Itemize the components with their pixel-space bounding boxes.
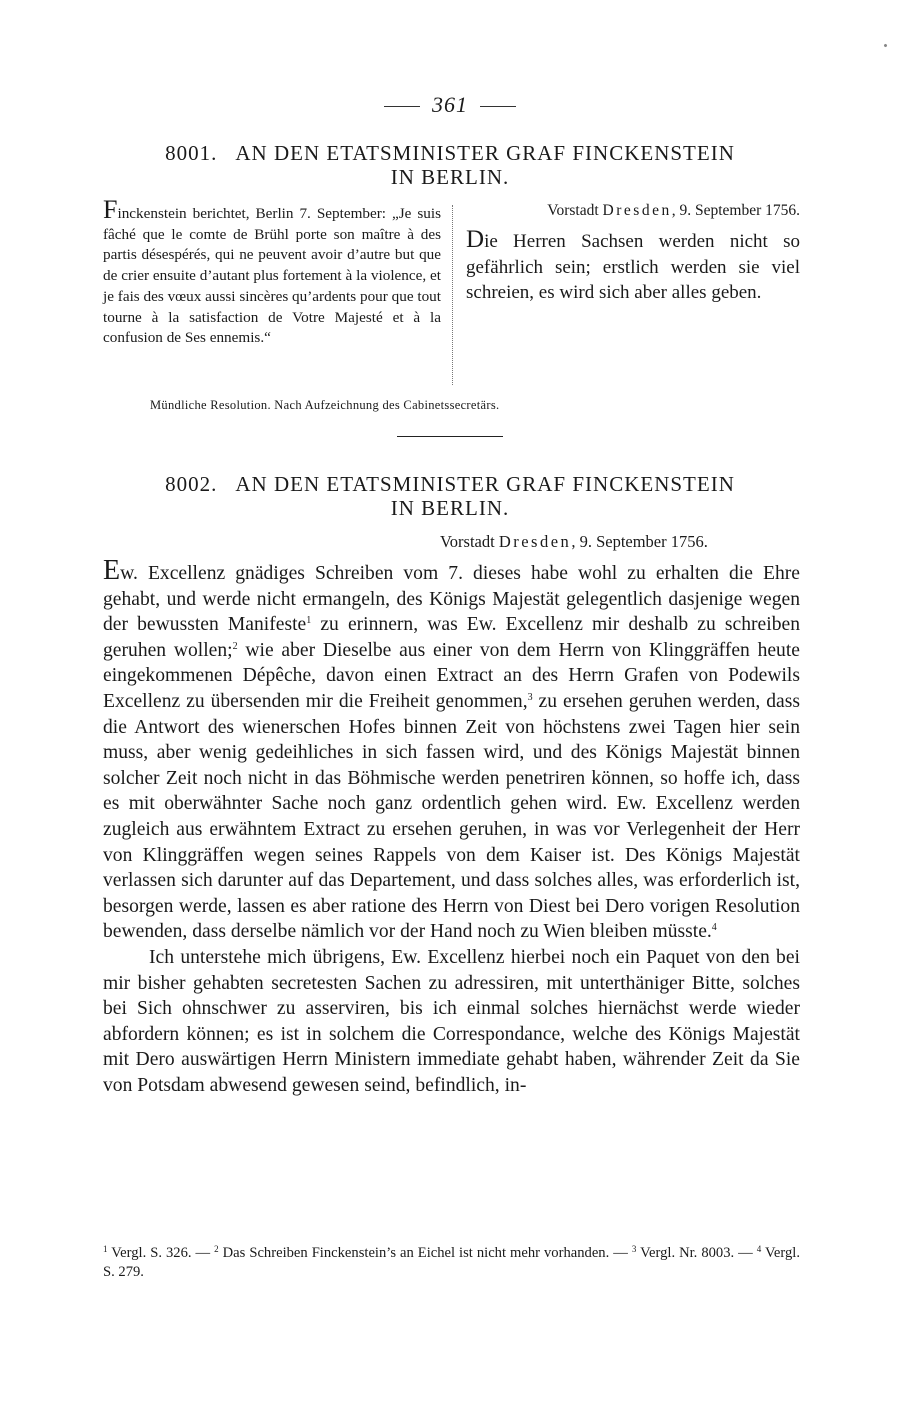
footnote-text: Vergl. S. 326. —: [107, 1245, 215, 1261]
summary-text: inckenstein berichtet, Berlin 7. September: „Je suis fâché que le comte de Brühl porte son maître à des partis désespérés, qui ne peuvent avoir d’autre but que de crier ensuite d’autant plus fortement à la violence, et je fais des vœux aussi sincères qu’ardents pour que tout tourne à la satisfaction de Votre Majesté et à la confusion de Ses ennemis.“: [103, 205, 441, 347]
date: , 9. September 1756.: [671, 202, 800, 219]
letter-8001-summary: [103, 195, 441, 349]
letter-8001-text: [466, 227, 800, 306]
page-speck: [883, 43, 887, 47]
place-prefix: Vorstadt: [440, 532, 499, 551]
footnote-mark: 4: [756, 1244, 762, 1254]
header-dash-left: [384, 106, 420, 107]
footnote-mark: 2: [214, 1244, 219, 1254]
letter-8002-heading: [100, 472, 800, 520]
footnote-1: [103, 1245, 214, 1261]
footnote-ref[interactable]: 1: [306, 615, 312, 627]
footnote-ref[interactable]: 3: [527, 691, 533, 703]
footnote-3: [632, 1245, 757, 1261]
letter-title: AN DEN ETATSMINISTER GRAF FINCKENSTEIN: [235, 141, 735, 165]
section-rule: [397, 436, 503, 437]
letter-number: 8001.: [165, 141, 218, 165]
footnote-text: Vergl. S. 279.: [103, 1245, 800, 1280]
page-header: [0, 92, 900, 118]
paragraph-2: Ich unterstehe mich übrigens, Ew. Excellenz hierbei noch ein Paquet von den bei mir bisher gehabten secretesten Sachen zu adressiren, mit unterthäniger Bitte, solches bei Sich ohnschwer zu asserviren, bis ich einmal solches hiernächst werde wieder abfordern können; es ist in solchem die Correspondance, welche des Königs Majestät mit Dero auswärtigen Herrn Ministern immediate gehabt haben, währender Zeit da Sie von Potsdam abwesend gewesen seind, befindlich, in-: [103, 946, 800, 1096]
footnotes: [103, 1244, 800, 1282]
header-dash-right: [480, 106, 516, 107]
paragraph-initial: E: [103, 555, 121, 586]
letter-8001-dateline: [466, 200, 800, 221]
column-divider: [452, 205, 453, 385]
letter-title: AN DEN ETATSMINISTER GRAF FINCKENSTEIN: [235, 472, 735, 496]
page-number: 361: [432, 92, 468, 117]
source-note: Mündliche Resolution. Nach Aufzeichnung des Cabinetssecretärs.: [150, 398, 500, 412]
paragraph-text: zu erinnern, was Ew. Excellenz mir deshalb zu schreiben geruhen wollen;: [103, 614, 800, 661]
place-city: Dresden: [602, 202, 672, 219]
paragraph-text: w. Excellenz gnädiges Schreiben vom 7. dieses habe wohl zu erhalten die Ehre gehabt, und werde nicht ermangeln, des Königs Majestät gelegentlich dasjenige wegen der bewussten Manifeste: [103, 563, 800, 636]
place-prefix: Vorstadt: [547, 202, 603, 219]
letter-8002-dateline: [440, 532, 800, 552]
paragraph-text: wie aber Dieselbe aus einer von dem Herrn von Klinggräffen heute eingekommenen Dépêche, davon einen Extract an des Herrn Grafen von Podewils Excellenz zu übersenden mir die Freiheit genommen,: [103, 639, 800, 712]
footnote-text: Das Schreiben Finckenstein’s an Eichel ist nicht mehr vorhanden. —: [218, 1245, 632, 1261]
letter-title-line2: IN BERLIN.: [390, 496, 510, 520]
letter-number: 8002.: [165, 472, 218, 496]
paragraph-text: zu ersehen geruhen werden, dass die Antwort des wienerschen Hofes binnen Zeit von höchstens zwei Tagen hier sein muss, aber wenig gedeihliches in sich fassen wird, und des Königs Majestät binnen solcher Zeit noch nicht in das Böhmische werden penetriren können, so hoffe ich, dass es mit oberwähnter Sache noch ganz ordentlich gehen wird. Ew. Excellenz werden zugleich aus erwähntem Extract zu ersehen geruhen, in was vor Verlegenheit der Herr von Klinggräffen wegen seines Rappels von dem Kaiser ist. Des Königs Majestät verlassen sich darunter auf das Departement, und dass solches alles, was erforderlich ist, besorgen werde, lassen es aber ratione des Herrn von Diest bei Dero vorigen Resolution bewenden, dass derselbe nämlich vor der Hand noch zu Wien bleiben müsste.: [103, 690, 800, 943]
letter-8001-body: [466, 200, 800, 306]
text-body: ie Herren Sachsen werden nicht so gefährlich sein; erstlich werden sie viel schreien, es wird sich aber alles geben.: [466, 231, 800, 303]
text-initial: D: [466, 226, 485, 253]
letter-8001-heading: [100, 141, 800, 189]
footnote-text: Vergl. Nr. 8003. —: [636, 1245, 757, 1261]
date: , 9. September 1756.: [571, 532, 708, 551]
footnote-ref[interactable]: 4: [711, 922, 717, 934]
footnote-ref[interactable]: 2: [232, 640, 238, 652]
place-city: Dresden: [498, 532, 572, 551]
letter-title-line2: IN BERLIN.: [390, 165, 510, 189]
footnote-2: [214, 1245, 632, 1261]
letter-8002-body: [103, 555, 800, 1098]
paragraph-1: [103, 555, 800, 945]
footnote-mark: 3: [631, 1244, 637, 1254]
footnote-mark: 1: [103, 1244, 108, 1254]
summary-initial: F: [103, 195, 118, 224]
